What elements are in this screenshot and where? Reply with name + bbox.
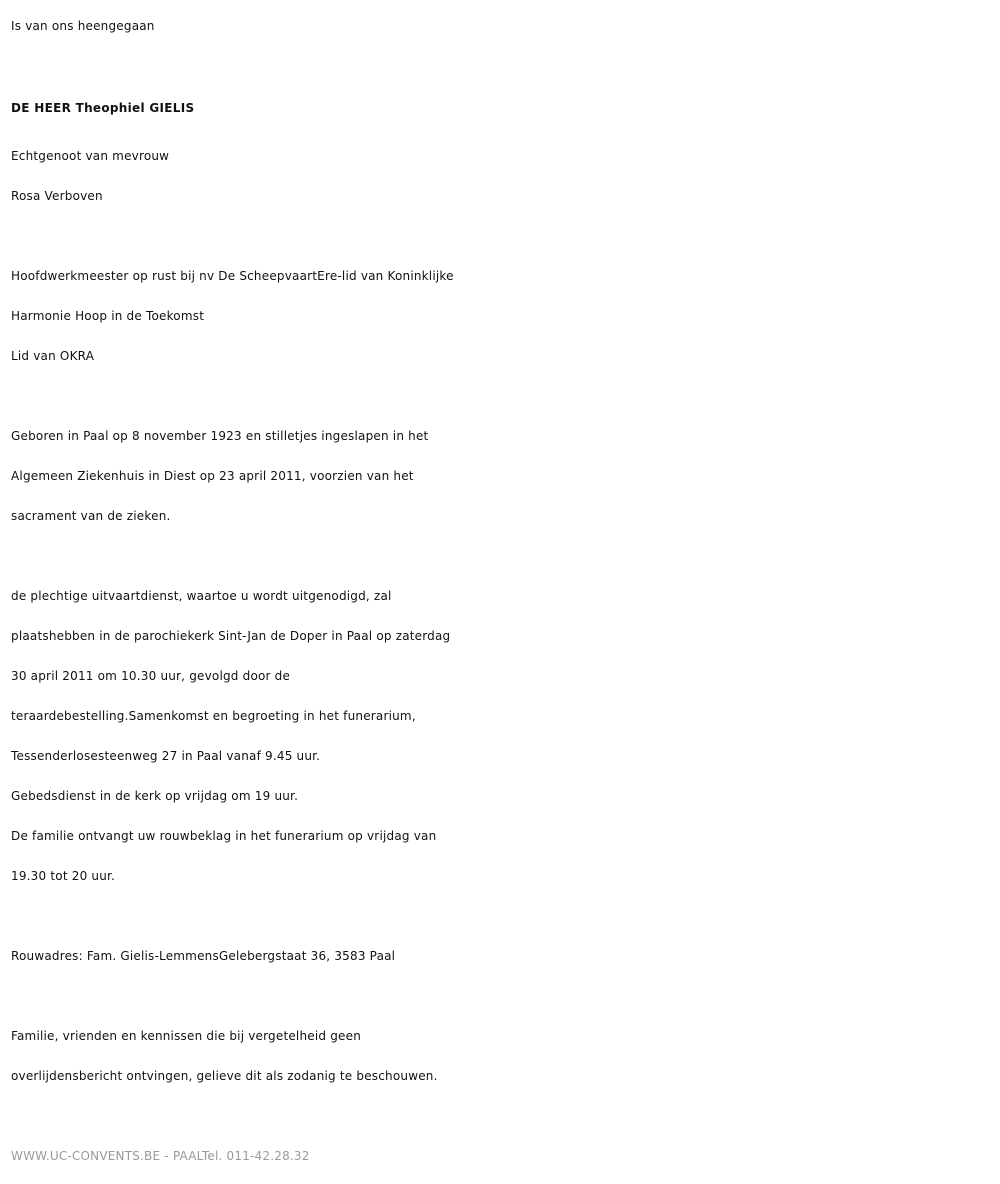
birth-death-line: Geboren in Paal op 8 november 1923 en stilletjes ingeslapen in het: [11, 429, 429, 443]
spacer: [11, 46, 991, 80]
spouse-name: Rosa Verboven: [11, 189, 103, 203]
spacer: [11, 1096, 991, 1136]
funeral-line: plaatshebben in de parochiekerk Sint-Jan de Doper in Paal op zaterdag: [11, 629, 451, 643]
mourning-address: Rouwadres: Fam. Gielis-LemmensGelebergstaat 36, 3583 Paal: [11, 949, 396, 963]
spacer: [11, 976, 991, 1016]
spacer: [11, 376, 991, 416]
funeral-line: 30 april 2011 om 10.30 uur, gevolgd door de: [11, 669, 291, 683]
funeral-line: Gebedsdienst in de kerk op vrijdag om 19 uur.: [11, 789, 299, 803]
spouse-line: Echtgenoot van mevrouw: [11, 149, 170, 163]
spacer: [11, 896, 991, 936]
birth-death-line: Algemeen Ziekenhuis in Diest op 23 april 2011, voorzien van het: [11, 469, 414, 483]
funeral-line: De familie ontvangt uw rouwbeklag in het funerarium op vrijdag van: [11, 829, 437, 843]
funeral-line: 19.30 tot 20 uur.: [11, 869, 116, 883]
intro-text: Is van ons heengegaan: [11, 19, 155, 33]
closing-line: Familie, vrienden en kennissen die bij vergetelheid geen: [11, 1029, 362, 1043]
deceased-name: DE HEER Theophiel GIELIS: [11, 101, 195, 115]
role-line: Harmonie Hoop in de Toekomst: [11, 309, 205, 323]
funeral-line: de plechtige uitvaartdienst, waartoe u wordt uitgenodigd, zal: [11, 589, 392, 603]
birth-death-line: sacrament van de zieken.: [11, 509, 171, 523]
spacer: [11, 216, 991, 256]
closing-line: overlijdensbericht ontvingen, gelieve dit als zodanig te beschouwen.: [11, 1069, 438, 1083]
obituary-notice: [11, 6, 991, 1176]
funeral-line: Tessenderlosesteenweg 27 in Paal vanaf 9.45 uur.: [11, 749, 321, 763]
role-line: Hoofdwerkmeester op rust bij nv De ScheepvaartEre-lid van Koninklijke: [11, 269, 454, 283]
footer-contact: WWW.UC-CONVENTS.BE - PAALTel. 011-42.28.32: [11, 1149, 310, 1163]
role-line: Lid van OKRA: [11, 349, 95, 363]
funeral-line: teraardebestelling.Samenkomst en begroeting in het funerarium,: [11, 709, 416, 723]
spacer: [11, 536, 991, 576]
